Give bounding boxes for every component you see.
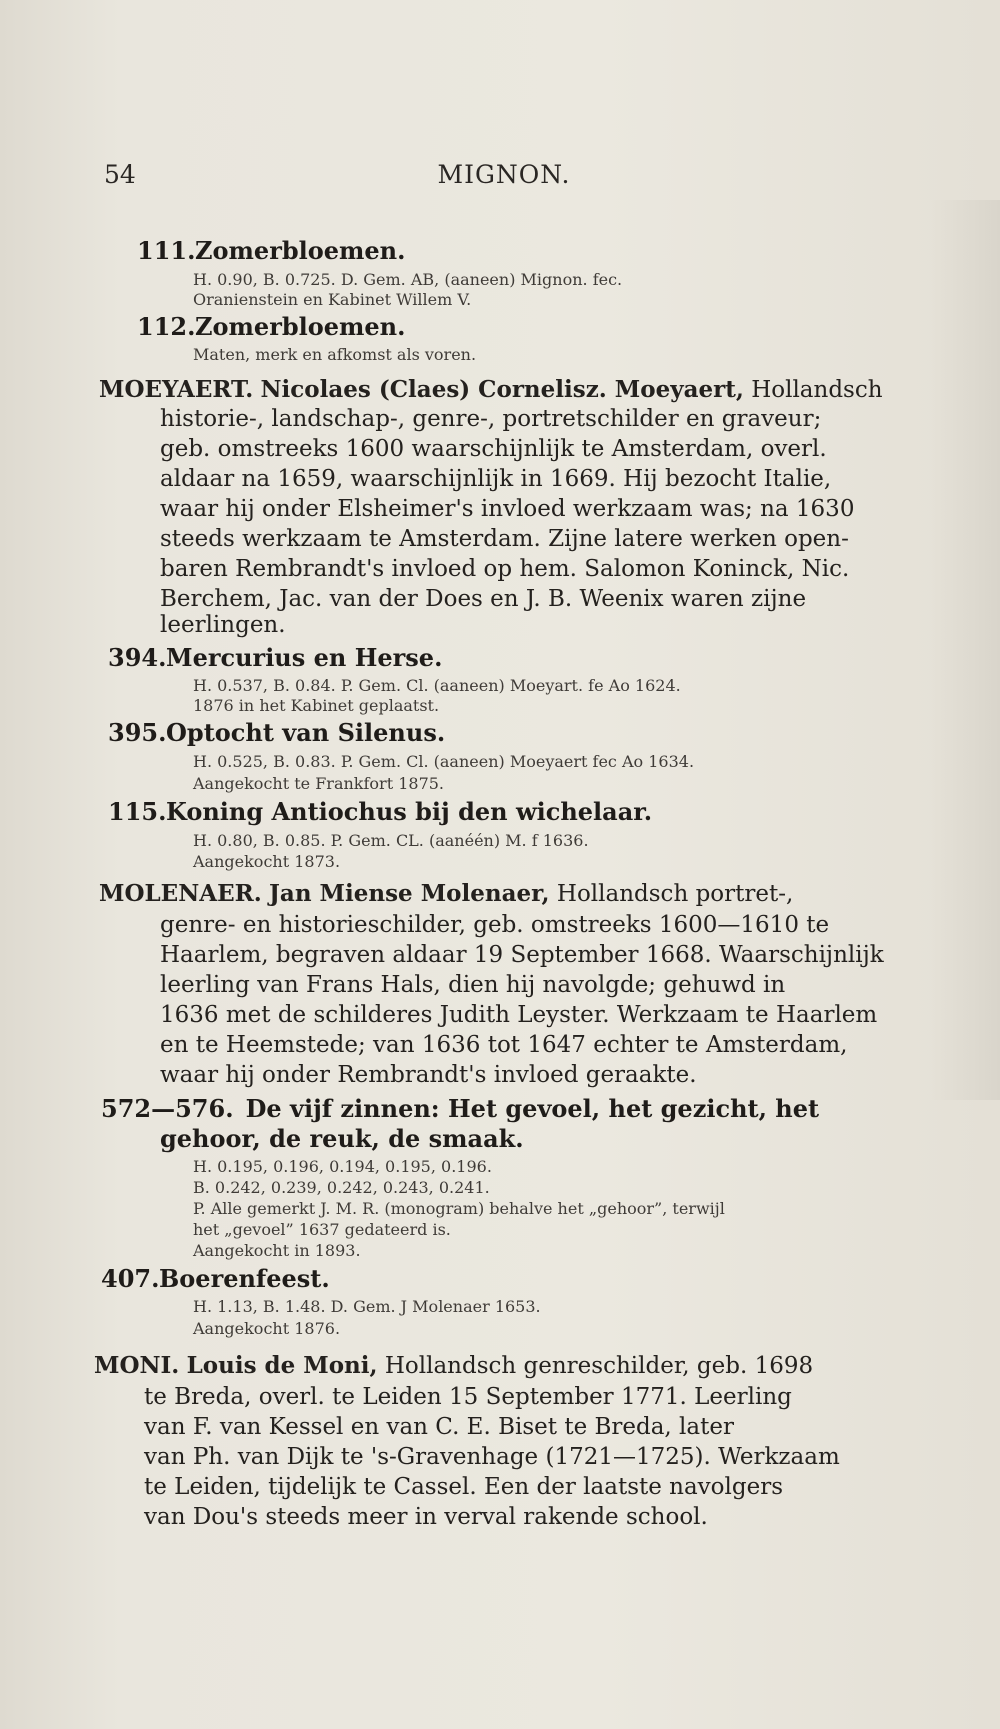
artist-heading <box>99 376 883 403</box>
entry-detail: Aangekocht in 1893. <box>193 1241 361 1260</box>
artist-fullname: Jan Miense Molenaer, <box>269 880 550 907</box>
entry-title <box>108 643 442 672</box>
biography-line: geb. omstreeks 1600 waarschijnlijk te Amsterdam, overl. <box>160 436 827 462</box>
running-head: MIGNON. <box>437 160 571 189</box>
biography-line: van Ph. van Dijk te 's-Gravenhage (1721—1725). Werkzaam <box>144 1444 840 1470</box>
entry-title-text: De vijf zinnen: Het gevoel, het gezicht, het <box>245 1094 820 1123</box>
entry-title-text: Koning Antiochus bij den wichelaar. <box>166 797 653 826</box>
biography-line: aldaar na 1659, waarschijnlijk in 1669. Hij bezocht Italie, <box>160 466 832 492</box>
entry-title-text: Boerenfeest. <box>159 1264 330 1293</box>
entry-detail: Oranienstein en Kabinet Willem V. <box>193 290 472 309</box>
artist-surname: MONI. <box>94 1352 180 1379</box>
biography-line: leerling van Frans Hals, dien hij navolgde; gehuwd in <box>160 972 786 998</box>
entry-number: 407. <box>101 1264 160 1293</box>
entry-detail: Aangekocht te Frankfort 1875. <box>193 774 445 793</box>
biography-line: genre- en historieschilder, geb. omstreeks 1600—1610 te <box>160 912 830 938</box>
biography-line: baren Rembrandt's invloed op hem. Salomon Koninck, Nic. <box>160 556 850 582</box>
biography-line: waar hij onder Elsheimer's invloed werkzaam was; na 1630 <box>160 496 855 522</box>
biography-line: en te Heemstede; van 1636 tot 1647 echter te Amsterdam, <box>160 1032 848 1058</box>
biography-line: leerlingen. <box>160 612 286 638</box>
entry-detail: H. 0.90, B. 0.725. D. Gem. AB, (aaneen) Mignon. fec. <box>193 270 623 289</box>
entry-detail: H. 0.525, B. 0.83. P. Gem. Cl. (aaneen) Moeyaert fec Ao 1634. <box>193 752 695 771</box>
artist-surname: MOLENAER. <box>99 880 262 907</box>
biography-line: van F. van Kessel en van C. E. Biset te Breda, later <box>144 1414 734 1440</box>
artist-description: Hollandsch genreschilder, geb. 1698 <box>384 1353 814 1379</box>
artist-surname: MOEYAERT. <box>99 376 254 403</box>
biography-line: van Dou's steeds meer in verval rakende school. <box>144 1504 708 1530</box>
entry-number: 115. <box>108 797 167 826</box>
artist-description: Hollandsch <box>751 377 883 403</box>
entry-detail: H. 1.13, B. 1.48. D. Gem. J Molenaer 1653. <box>193 1297 541 1316</box>
entry-title-continued: gehoor, de reuk, de smaak. <box>160 1124 524 1153</box>
entry-detail: 1876 in het Kabinet geplaatst. <box>193 696 440 715</box>
entry-title-text: Zomerbloemen. <box>195 312 406 341</box>
biography-line: historie-, landschap-, genre-, portretschilder en graveur; <box>160 406 822 432</box>
entry-number: 572—576. <box>101 1094 234 1123</box>
page-header <box>104 160 904 200</box>
entry-title <box>101 1094 819 1123</box>
entry-title-text: Optocht van Silenus. <box>166 718 446 747</box>
entry-title <box>108 797 652 826</box>
artist-description: Hollandsch portret-, <box>556 881 794 907</box>
biography-line: te Leiden, tijdelijk te Cassel. Een der laatste navolgers <box>144 1474 784 1500</box>
entry-detail: Aangekocht 1873. <box>193 852 341 871</box>
entry-number: 112. <box>137 312 196 341</box>
biography-line: Haarlem, begraven aldaar 19 September 1668. Waarschijnlijk <box>160 942 884 968</box>
entry-detail: P. Alle gemerkt J. M. R. (monogram) behalve het „gehoor”, terwijl <box>193 1199 725 1218</box>
biography-line: Berchem, Jac. van der Does en J. B. Weenix waren zijne <box>160 586 807 612</box>
entry-detail: B. 0.242, 0.239, 0.242, 0.243, 0.241. <box>193 1178 490 1197</box>
show-through-shadow <box>930 200 1000 1100</box>
entry-detail: H. 0.80, B. 0.85. P. Gem. CL. (aanéén) M. f 1636. <box>193 831 589 850</box>
biography-line: steeds werkzaam te Amsterdam. Zijne latere werken open- <box>160 526 849 552</box>
entry-number: 395. <box>108 718 167 747</box>
page-number: 54 <box>104 160 136 189</box>
entry-title-text: Mercurius en Herse. <box>166 643 443 672</box>
entry-detail: H. 0.537, B. 0.84. P. Gem. Cl. (aaneen) Moeyart. fe Ao 1624. <box>193 676 681 695</box>
artist-fullname: Louis de Moni, <box>186 1352 378 1379</box>
biography-line: waar hij onder Rembrandt's invloed geraakte. <box>160 1062 697 1088</box>
entry-detail: Aangekocht 1876. <box>193 1319 341 1338</box>
entry-title <box>108 718 445 747</box>
entry-title <box>137 236 405 265</box>
entry-detail: het „gevoel” 1637 gedateerd is. <box>193 1220 451 1239</box>
entry-number: 111. <box>137 236 196 265</box>
entry-title-text: Zomerbloemen. <box>195 236 406 265</box>
entry-detail: H. 0.195, 0.196, 0.194, 0.195, 0.196. <box>193 1157 492 1176</box>
biography-line: 1636 met de schilderes Judith Leyster. Werkzaam te Haarlem <box>160 1002 878 1028</box>
entry-number: 394. <box>108 643 167 672</box>
entry-title <box>101 1264 330 1293</box>
artist-heading <box>94 1352 813 1379</box>
entry-title <box>137 312 405 341</box>
artist-fullname: Nicolaes (Claes) Cornelisz. Moeyaert, <box>260 376 744 403</box>
entry-detail: Maten, merk en afkomst als voren. <box>193 345 477 364</box>
biography-line: te Breda, overl. te Leiden 15 September 1771. Leerling <box>144 1384 792 1410</box>
artist-heading <box>99 880 793 907</box>
